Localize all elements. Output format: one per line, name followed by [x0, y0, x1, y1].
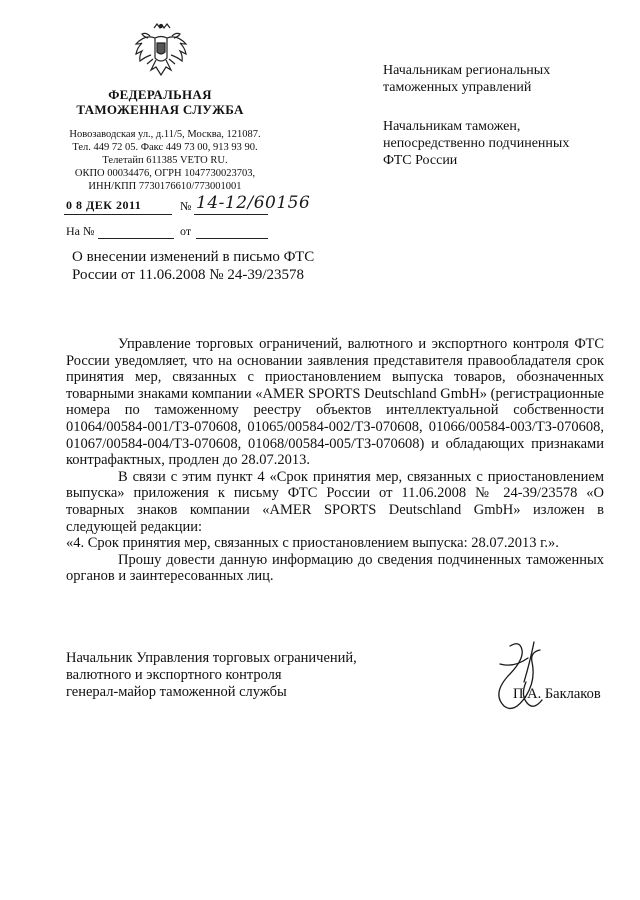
- body-paragraph: В связи с этим пункт 4 «Срок принятия мер, связанных с приостановлением выпуска» приложения к письму ФТС России от 11.06.2008 № 24-39/23578 «О товарных знаков компании «AMER SPORTS Deutschland GmbH» изложен в следующей редакции:: [66, 468, 604, 535]
- handwritten-signature: [470, 636, 560, 726]
- number-label: №: [180, 199, 192, 213]
- recipient-line: непосредственно подчиненных: [383, 136, 570, 151]
- number-underline: [194, 214, 268, 215]
- recipient-line: Начальникам таможен,: [383, 119, 521, 134]
- sender-organization: [70, 87, 250, 117]
- coat-of-arms-emblem: [133, 22, 189, 82]
- reference-date-label: от: [180, 224, 192, 238]
- reference-number-blank: [98, 238, 174, 239]
- letter-body: [66, 336, 604, 585]
- address-line: Телетайп 611385 VETO RU.: [102, 155, 228, 166]
- recipient-line: таможенных управлений: [383, 80, 532, 95]
- address-line: ИНН/КПП 7730176610/773001001: [88, 181, 242, 192]
- org-name-line1: ФЕДЕРАЛЬНАЯ: [108, 87, 212, 102]
- address-line: Тел. 449 72 05. Факс 449 73 00, 913 93 90.: [72, 142, 258, 153]
- position-line: генерал-майор таможенной службы: [66, 684, 287, 700]
- registration-date: 0 8 ДЕК 2011: [66, 198, 142, 212]
- signatory-name: П.А. Баклаков: [513, 686, 601, 702]
- sender-address: [65, 128, 265, 193]
- registration-number-handwritten: 14-12/60156: [196, 193, 311, 213]
- recipient-regional: [383, 62, 613, 96]
- recipient-customs: [383, 118, 613, 169]
- date-underline: [64, 214, 172, 215]
- subject-line: России от 11.06.2008 № 24-39/23578: [72, 267, 304, 283]
- position-line: Начальник Управления торговых ограничений,: [66, 650, 357, 666]
- position-line: валютного и экспортного контроля: [66, 667, 282, 683]
- recipient-line: ФТС России: [383, 153, 458, 168]
- letter-subject: [72, 248, 342, 284]
- reference-date-blank: [196, 238, 268, 239]
- org-name-line2: ТАМОЖЕННАЯ СЛУЖБА: [76, 102, 244, 117]
- reference-number-label: На №: [66, 224, 95, 238]
- subject-line: О внесении изменений в письмо ФТС: [72, 249, 315, 265]
- address-line: ОКПО 00034476, ОГРН 1047730023703,: [74, 168, 256, 179]
- body-paragraph: Управление торговых ограничений, валютного и экспортного контроля ФТС России уведомляет, что на основании заявления представителя правообладателя срок принятия мер, связанных с приостановлением выпуска товаров, обозначенных товарными знаками компании «AMER SPORTS Deutschland GmbH» (регистрационные номера по таможенному реестру объектов интеллектуальной собственности 01064/00584-001/ТЗ-070608, 01065/00584-002/ТЗ-070608, 01066/00584-003/ТЗ-070608, 01067/00584-004/ТЗ-070608, 01068/00584-005/ТЗ-070608) и обладающих признаками контрафактных, продлен до 28.07.2013.: [66, 336, 604, 469]
- body-paragraph: «4. Срок принятия мер, связанных с приостановлением выпуска: 28.07.2013 г.».: [66, 535, 559, 552]
- address-line: Новозаводская ул., д.11/5, Москва, 121087.: [69, 129, 261, 140]
- recipient-line: Начальникам региональных: [383, 63, 551, 78]
- body-paragraph: Прошу довести данную информацию до сведения подчиненных таможенных органов и заинтересованных лиц.: [66, 551, 604, 585]
- signatory-position: [66, 650, 396, 701]
